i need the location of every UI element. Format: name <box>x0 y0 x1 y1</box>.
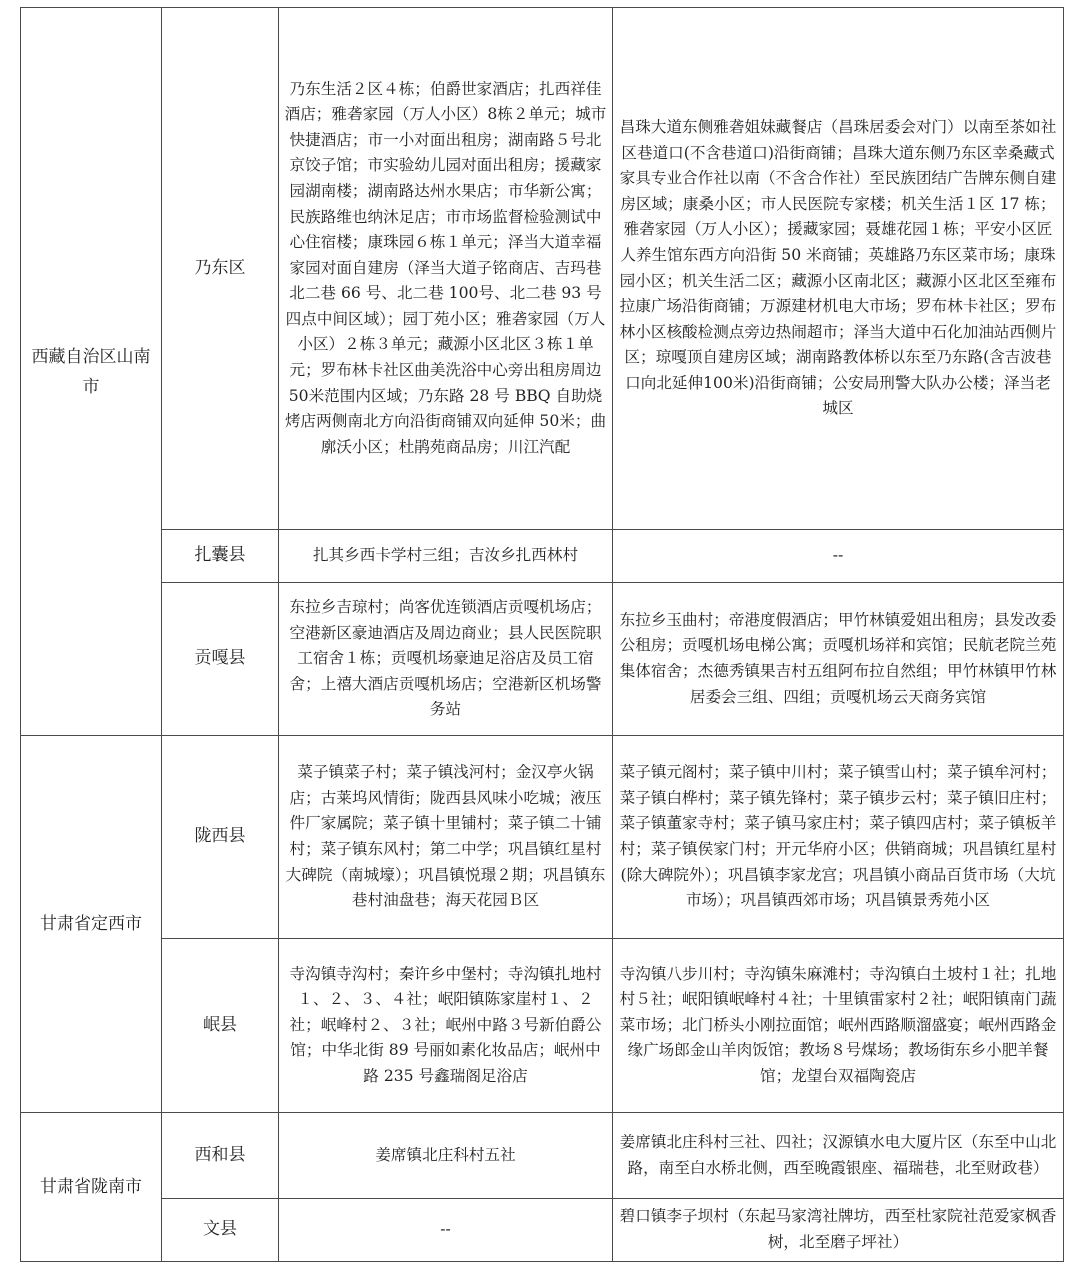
county-cell: 乃东区 <box>162 8 279 530</box>
county-cell: 陇西县 <box>162 736 279 939</box>
province-cell: 甘肃省陇南市 <box>21 1113 162 1262</box>
province-cell: 西藏自治区山南市 <box>21 8 162 736</box>
mid-risk-cell: 姜席镇北庄科村三社、四社；汉源镇水电大厦片区（东至中山北路，南至白水桥北侧，西至晚霞银座、福瑞巷，北至财政巷） <box>613 1113 1064 1199</box>
table-row <box>21 736 1064 939</box>
province-cell: 甘肃省定西市 <box>21 736 162 1113</box>
mid-risk-cell: 菜子镇元阁村；菜子镇中川村；菜子镇雪山村；菜子镇牟河村；菜子镇白桦村；菜子镇先锋村；菜子镇步云村；菜子镇旧庄村；菜子镇董家寺村；菜子镇马家庄村；菜子镇四店村；菜子镇板羊村；菜子镇侯家门村；开元华府小区；供销商城；巩昌镇红星村(除大碑院外）；巩昌镇李家龙宫；巩昌镇小商品百货市场（大坑市场）；巩昌镇西郊市场；巩昌镇景秀苑小区 <box>613 736 1064 939</box>
mid-risk-cell: 东拉乡玉曲村；帝港度假酒店；甲竹林镇爱姐出租房；县发改委公租房；贡嘎机场电梯公寓；贡嘎机场祥和宾馆；民航老院兰苑集体宿舍；杰德秀镇果吉村五组阿布拉自然组；甲竹林镇甲竹林居委会三组、四组；贡嘎机场云天商务宾馆 <box>613 583 1064 736</box>
high-risk-cell: 姜席镇北庄科村五社 <box>279 1113 613 1199</box>
table-row <box>21 530 1064 583</box>
high-risk-cell: 东拉乡吉琼村；尚客优连锁酒店贡嘎机场店；空港新区豪迪酒店及周边商业；县人民医院职工宿舍１栋；贡嘎机场豪迪足浴店及员工宿舍；上禧大酒店贡嘎机场店；空港新区机场警务站 <box>279 583 613 736</box>
risk-area-table <box>20 7 1064 1262</box>
risk-area-table-container <box>20 7 1063 1262</box>
table-row <box>21 1113 1064 1199</box>
high-risk-cell: 菜子镇菜子村；菜子镇浅河村；金汉亭火锅店；古莱坞风情街；陇西县风味小吃城；液压件厂家属院；菜子镇十里铺村；菜子镇二十铺村；菜子镇东风村；第二中学；巩昌镇红星村大碑院（南城壕）；巩昌镇悦璟２期；巩昌镇东巷村油盘巷；海天花园Ｂ区 <box>279 736 613 939</box>
table-row <box>21 1199 1064 1262</box>
mid-risk-cell: 昌珠大道东侧雅砻姐妹藏餐店（昌珠居委会对门）以南至茶如社区巷道口(不含巷道口)沿街商铺；昌珠大道东侧乃东区幸桑藏式家具专业合作社以南（不含合作社）至民族团结广告牌东侧自建房区域；康桑小区；市人民医院专家楼；机关生活１区 17 栋；雅砻家园（万人小区）；援藏家园；聂雄花园１栋；平安小区匠人养生馆东西方向沿街 50 米商铺；英雄路乃东区菜市场；康珠园小区；机关生活二区；藏源小区南北区；藏源小区北区至雍布拉康广场沿街商铺；万源建材机电大市场；罗布林卡社区；罗布林小区核酸检测点旁边热闹超市；泽当大道中石化加油站西侧片区；琼嘎顶自建房区域；湖南路教体桥以东至乃东路(含吉波巷口向北延伸100米)沿街商铺；公安局刑警大队办公楼；泽当老城区 <box>613 8 1064 530</box>
high-risk-cell: 寺沟镇寺沟村；秦许乡中堡村；寺沟镇扎地村１、２、３、４社；岷阳镇陈家崖村１、２社；岷峰村２、３社；岷州中路３号新伯爵公馆；中华北街 89 号丽如素化妆品店；岷州中路 235 号鑫瑞阁足浴店 <box>279 939 613 1113</box>
county-cell: 西和县 <box>162 1113 279 1199</box>
county-cell: 岷县 <box>162 939 279 1113</box>
table-row <box>21 583 1064 736</box>
county-cell: 扎囊县 <box>162 530 279 583</box>
mid-risk-cell: 寺沟镇八步川村；寺沟镇朱麻滩村；寺沟镇白土坡村１社；扎地村５社；岷阳镇岷峰村４社；十里镇雷家村２社；岷阳镇南门蔬菜市场；北门桥头小刚拉面馆；岷州西路顺溜盛宴；岷州西路金缘广场郎金山羊肉饭馆；教场８号煤场；教场街东乡小肥羊餐馆；龙望台双福陶瓷店 <box>613 939 1064 1113</box>
high-risk-cell: 扎其乡西卡学村三组；吉汝乡扎西林村 <box>279 530 613 583</box>
table-row <box>21 939 1064 1113</box>
high-risk-cell: 乃东生活２区４栋；伯爵世家酒店；扎西祥佳酒店；雅砻家园（万人小区）8栋２单元；城市快捷酒店；市一小对面出租房；湖南路５号北京饺子馆；市实验幼儿园对面出租房；援藏家园湖南楼；湖南路达州水果店；市华新公寓；民族路维也纳沐足店；市市场监督检验测试中心住宿楼；康珠园６栋１单元；泽当大道幸福家园对面自建房（泽当大道子铭商店、吉玛巷北二巷 66 号、北二巷 100号、北二巷 93 号四点中间区域）；园丁苑小区；雅砻家园（万人小区）２栋３单元；藏源小区北区３栋１单元；罗布林卡社区曲美洗浴中心旁出租房周边 50米范围内区域；乃东路 28 号 BBQ 自助烧烤店两侧南北方向沿街商铺双向延伸 50米；曲廓沃小区；杜鹃苑商品房；川江汽配 <box>279 8 613 530</box>
high-risk-cell: -- <box>279 1199 613 1262</box>
county-cell: 文县 <box>162 1199 279 1262</box>
table-row <box>21 8 1064 530</box>
mid-risk-cell: 碧口镇李子坝村（东起马家湾社牌坊，西至杜家院社范爱家枫香树，北至磨子坪社） <box>613 1199 1064 1262</box>
county-cell: 贡嘎县 <box>162 583 279 736</box>
mid-risk-cell: -- <box>613 530 1064 583</box>
